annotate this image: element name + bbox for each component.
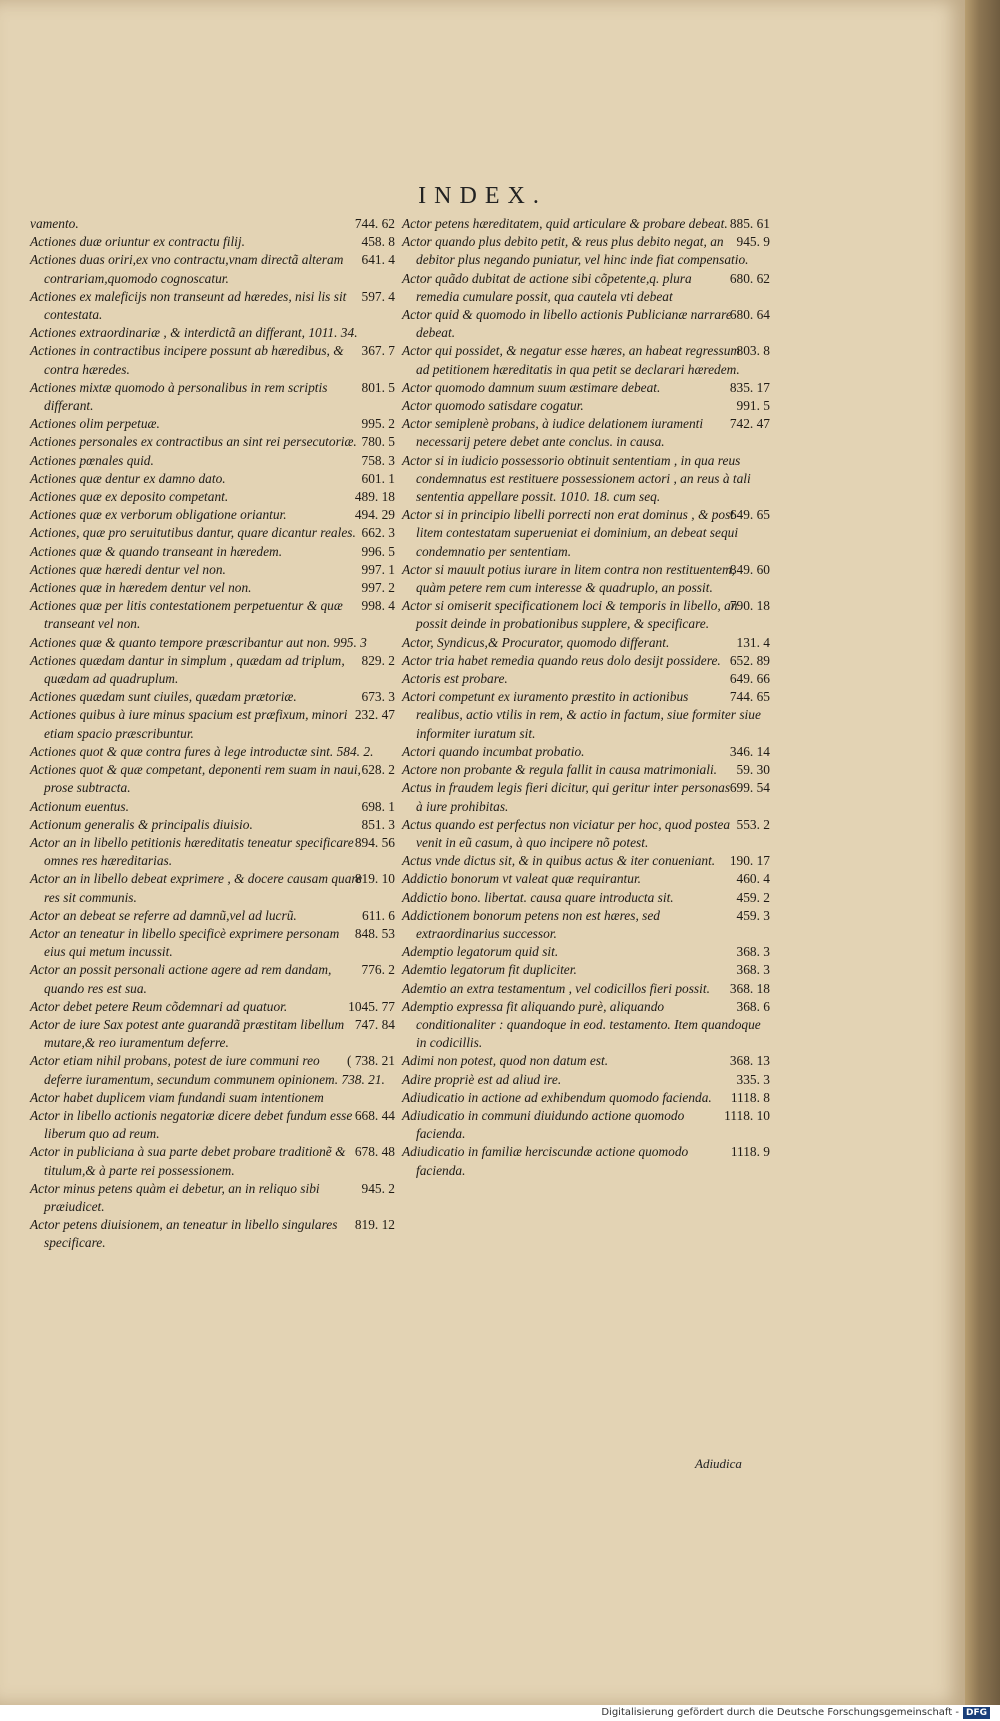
index-entry-page-number: 459. 2 xyxy=(736,889,770,905)
index-entry-page-number: 668. 44 xyxy=(354,1107,395,1123)
index-entry-page-number: 997. 1 xyxy=(361,561,395,577)
index-entry-page-number: 649. 66 xyxy=(729,671,770,687)
index-entry-text: Actor an teneatur in libello specificè exprimere personam eius qui metum incussit. xyxy=(30,925,340,960)
index-entry-page-number: 698. 1 xyxy=(361,798,395,814)
index-entry-text: Actus in fraudem legis fieri dicitur, qui geritur inter personas à iure prohibitas. xyxy=(402,780,731,814)
index-entry-text: Actor quid & quomodo in libello actionis Publicianæ narrare debeat. xyxy=(402,307,732,341)
index-entry xyxy=(402,452,770,507)
index-entry xyxy=(402,1052,770,1070)
index-entry xyxy=(30,597,395,633)
index-entry xyxy=(30,925,395,961)
index-entry xyxy=(30,506,395,524)
index-entry xyxy=(402,998,770,1053)
index-entry xyxy=(30,415,395,433)
index-entry-text: Actor si in principio libelli porrecti non erat dominus , & post litem contestatam superueniat ei dominium, an debeat sequi condemnatio per sententiam. xyxy=(402,507,739,559)
index-entry-page-number: 59. 30 xyxy=(736,762,770,778)
footer-text: Digitalisierung gefördert durch die Deutsche Forschungsgemeinschaft - xyxy=(601,1707,959,1718)
index-entry-page-number: 611. 6 xyxy=(362,907,395,923)
index-entry xyxy=(30,998,395,1016)
index-entry xyxy=(30,233,395,251)
index-entry-page-number: 744. 65 xyxy=(729,689,770,705)
index-entry-text: Actor in libello actionis negatoriæ dicere debet fundum esse liberum quo ad reum. xyxy=(30,1107,353,1142)
index-entry xyxy=(30,579,395,597)
index-entry-text: Actionum generalis & principalis diuisio. xyxy=(30,816,253,832)
index-entry xyxy=(402,634,770,652)
index-entry-text: Actiones quæ in hæredem dentur vel non. xyxy=(30,580,252,596)
index-entry-page-number: 848. 53 xyxy=(354,925,395,941)
index-entry-text: Adiudicatio in communi diuidundo actione quomodo facienda. xyxy=(402,1107,685,1142)
index-entry-text: Addictio bonorum vt valeat quæ requirantur. xyxy=(402,871,642,887)
index-entry xyxy=(402,270,770,306)
index-entry xyxy=(30,743,395,761)
index-entry-page-number: 368. 13 xyxy=(729,1053,770,1069)
index-entry xyxy=(30,452,395,470)
index-entry-text: Actori quando incumbat probatio. xyxy=(402,743,585,759)
index-entry xyxy=(30,470,395,488)
index-entry-text: Ademptio legatorum quid sit. xyxy=(402,944,559,960)
index-entry xyxy=(402,907,770,943)
index-entry-text: vamento. xyxy=(30,216,79,231)
index-entry-text: Actor si in iudicio possessorio obtinuit sententiam , in qua reus condemnatus est restituere possessionem actori , an reus à tali sententia appellare possit. 1010. 18. cum seq. xyxy=(402,452,751,505)
index-entry-page-number: ( 738. 21 xyxy=(347,1053,395,1069)
index-entry-text: Actor de iure Sax potest ante guarandã præstitam libellum mutare,& reo iuramentum deferre. xyxy=(30,1016,345,1051)
index-entry xyxy=(402,761,770,779)
index-entry-text: Actor debet petere Reum cõdemnari ad quatuor. xyxy=(30,998,288,1014)
index-entry-page-number: 678. 48 xyxy=(354,1144,395,1160)
index-entry xyxy=(30,798,395,816)
index-entry-text: Actiones personales ex contractibus an sint rei persecutoriæ. xyxy=(30,434,357,450)
index-entry-text: Actiones pœnales quid. xyxy=(30,452,154,468)
index-entry-page-number: 368. 6 xyxy=(736,998,770,1014)
index-entry xyxy=(30,1180,395,1216)
index-entry-page-number: 776. 2 xyxy=(361,962,395,978)
index-entry xyxy=(402,306,770,342)
index-entry xyxy=(402,1107,770,1143)
index-entry-page-number: 494. 29 xyxy=(354,507,395,523)
index-entry-text: Actor an debeat se referre ad damnũ,vel ad lucrũ. xyxy=(30,907,297,923)
index-entry xyxy=(30,324,395,342)
index-entry-text: Actus quando est perfectus non viciatur per hoc, quod postea venit in eũ casum, à quo incipere nõ potest. xyxy=(402,816,731,850)
index-entry-page-number: 851. 3 xyxy=(361,816,395,832)
index-entry xyxy=(30,1016,395,1052)
index-entry-page-number: 335. 3 xyxy=(736,1071,770,1087)
index-entry-page-number: 835. 17 xyxy=(729,379,770,395)
index-entry-text: Actor an in libello debeat exprimere , & docere causam quare res sit communis. xyxy=(30,871,363,905)
index-entry-page-number: 641. 4 xyxy=(361,252,395,268)
index-entry-text: Actor minus petens quàm ei debetur, an in reliquo sibi præiudicet. xyxy=(30,1180,320,1214)
index-entry-text: Actor habet duplicem viam fundandi suam intentionem xyxy=(30,1089,324,1105)
index-entry xyxy=(402,816,770,852)
index-entry-text: Actor si mauult potius iurare in litem contra non restituentem, quàm petere rem cum interesse & quadruplo, an possit. xyxy=(402,561,736,596)
index-entry-page-number: 232. 47 xyxy=(354,707,395,723)
index-entry-page-number: 346. 14 xyxy=(729,743,770,759)
index-entry-page-number: 699. 54 xyxy=(729,780,770,796)
index-entry-page-number: 747. 84 xyxy=(354,1016,395,1032)
index-entry-text: Actiones quæ ex deposito competant. xyxy=(30,489,229,505)
index-entry xyxy=(402,415,770,451)
index-entry-page-number: 894. 56 xyxy=(354,834,395,850)
index-entry xyxy=(30,342,395,378)
index-entry xyxy=(30,961,395,997)
index-entry-text: Actor tria habet remedia quando reus dolo desijt possidere. xyxy=(402,652,721,668)
index-entry-text: Actiones duæ oriuntur ex contractu filij. xyxy=(30,234,245,250)
index-entry-text: Actiones ex maleficijs non transeunt ad hæredes, nisi lis sit contestata. xyxy=(30,288,347,323)
index-entry-page-number: 628. 2 xyxy=(361,762,395,778)
index-entry-text: Actiones quibus à iure minus spacium est præfixum, minori etiam spacio præscribuntur. xyxy=(30,707,348,741)
index-entry xyxy=(402,943,770,961)
index-entry-text: Adimi non potest, quod non datum est. xyxy=(402,1053,609,1069)
index-column-left xyxy=(30,215,395,1253)
index-entry-page-number: 601. 1 xyxy=(361,470,395,486)
index-entry xyxy=(402,379,770,397)
index-entry xyxy=(30,652,395,688)
index-entry-text: Actore non probante & regula fallit in causa matrimoniali. xyxy=(402,762,718,778)
index-entry-text: Adire propriè est ad aliud ire. xyxy=(402,1071,562,1087)
catchword: Adiudica xyxy=(695,1456,742,1471)
index-entry xyxy=(402,1089,770,1107)
index-entry-text: Adiudicatio in familiæ herciscundæ actione quomodo facienda. xyxy=(402,1144,689,1178)
index-entry-page-number: 652. 89 xyxy=(729,652,770,668)
index-entry-page-number: 758. 3 xyxy=(361,452,395,468)
index-entry-page-number: 368. 18 xyxy=(729,980,770,996)
index-entry-text: Addictio bono. libertat. causa quare introducta sit. xyxy=(402,889,674,905)
index-entry-text: Actus vnde dictus sit, & in quibus actus & iter conueniant. xyxy=(402,853,716,869)
index-entry xyxy=(30,1216,395,1252)
index-entry-text: Ademptio expressa fit aliquando purè, aliquando conditionaliter : quandoque in eod. testamento. Item quandoque in codicillis. xyxy=(402,998,761,1051)
index-entry xyxy=(30,1089,395,1107)
index-entry-page-number: 885. 61 xyxy=(729,216,770,231)
index-entry-text: Actiones in contractibus incipere possunt ab hæredibus, & contra hæredes. xyxy=(30,343,344,377)
index-entry-text: Adiudicatio in actione ad exhibendum quomodo facienda. xyxy=(402,1089,712,1105)
index-entry xyxy=(30,816,395,834)
index-entry-text: Actor si omiserit specificationem loci & temporis in libello, an possit deinde in probationibus supplere, & specificare. xyxy=(402,598,738,632)
index-entry-text: Actor quando plus debito petit, & reus plus debito negat, an debitor plus negando puniatur, vel hinc inde fiat compensatio. xyxy=(402,234,749,268)
index-entry-page-number: 649. 65 xyxy=(729,507,770,523)
index-entry xyxy=(402,506,770,561)
index-entry-page-number: 1045. 77 xyxy=(348,998,395,1014)
index-entry xyxy=(402,889,770,907)
index-entry xyxy=(30,433,395,451)
index-entry-page-number: 662. 3 xyxy=(361,525,395,541)
index-entry-text: Actor, Syndicus,& Procurator, quomodo differant. xyxy=(402,634,670,650)
index-entry xyxy=(402,743,770,761)
index-entry-page-number: 131. 4 xyxy=(736,634,770,650)
index-entry-page-number: 819. 12 xyxy=(354,1217,395,1233)
index-entry xyxy=(30,634,395,652)
index-entry-text: Actor quomodo satisdare cogatur. xyxy=(402,398,584,414)
index-entry-page-number: 368. 3 xyxy=(736,962,770,978)
index-entry-text: Actiones quædam dantur in simplum , quædam ad triplum, quædam ad quadruplum. xyxy=(30,652,345,687)
index-entry-text: Actor petens diuisionem, an teneatur in libello singulares specificare. xyxy=(30,1217,338,1251)
index-entry xyxy=(30,288,395,324)
index-entry xyxy=(30,834,395,870)
index-entry xyxy=(402,670,770,688)
index-entry-text: Actiones olim perpetuæ. xyxy=(30,416,160,432)
index-entry-page-number: 829. 2 xyxy=(361,652,395,668)
index-entry-text: Actor quãdo dubitat de actione sibi cõpetente,q. plura remedia cumulare possit, qua cautela vti debeat xyxy=(402,270,692,304)
index-entry-text: Actiones quæ dentur ex damno dato. xyxy=(30,470,226,486)
index-entry-page-number: 458. 8 xyxy=(361,234,395,250)
index-entry-text: Addictionem bonorum petens non est hæres, sed extraordinarius successor. xyxy=(402,907,660,941)
index-entry-text: Actiones quot & quæ competant, deponenti rem suam in naui, prose subtracta. xyxy=(30,762,361,796)
index-entry-text: Actor quomodo damnum suum æstimare debeat. xyxy=(402,379,661,395)
index-entry xyxy=(30,1143,395,1179)
index-entry-page-number: 744. 62 xyxy=(354,216,395,231)
index-column-right xyxy=(402,215,770,1180)
index-entry-page-number: 597. 4 xyxy=(361,288,395,304)
index-entry xyxy=(402,961,770,979)
index-entry-page-number: 996. 5 xyxy=(361,543,395,559)
index-entry-text: Actiones quæ & quanto tempore præscribantur aut non. 995. 3 xyxy=(30,634,367,650)
index-entry-text: Actor in publiciana à sua parte debet probare traditionẽ & titulum,& à parte rei possessionem. xyxy=(30,1144,346,1178)
index-entry xyxy=(30,215,395,233)
index-entry-page-number: 1118. 10 xyxy=(724,1107,770,1123)
index-entry xyxy=(30,379,395,415)
index-entry xyxy=(402,597,770,633)
index-entry-text: Actor semiplenè probans, à iudice delationem iuramenti necessarij petere debet ante conclus. in causa. xyxy=(402,416,704,450)
index-entry-text: Actiones, quæ pro seruitutibus dantur, quare dicantur reales. xyxy=(30,525,356,541)
index-entry-page-number: 801. 5 xyxy=(361,379,395,395)
page-header: INDEX. xyxy=(418,183,547,209)
index-entry xyxy=(402,688,770,743)
index-entry xyxy=(402,215,770,233)
index-entry-page-number: 190. 17 xyxy=(729,853,770,869)
index-entry-page-number: 1118. 9 xyxy=(730,1144,770,1160)
index-entry xyxy=(30,706,395,742)
index-entry-text: Actor etiam nihil probans, potest de iure communi reo deferre iuramentum, secundum communem opinionem. 738. 21. xyxy=(30,1053,385,1087)
index-entry xyxy=(30,907,395,925)
index-entry xyxy=(30,870,395,906)
index-entry-page-number: 1118. 8 xyxy=(730,1089,770,1105)
index-entry-page-number: 459. 3 xyxy=(736,907,770,923)
index-entry-text: Actor an possit personali actione agere ad rem dandam, quando res est sua. xyxy=(30,962,332,996)
index-entry-page-number: 997. 2 xyxy=(361,580,395,596)
index-entry-text: Actiones quæ per litis contestationem perpetuentur & quæ transeant vel non. xyxy=(30,598,343,632)
index-entry xyxy=(30,761,395,797)
index-entry-page-number: 489. 18 xyxy=(354,489,395,505)
index-entry xyxy=(30,1107,395,1143)
index-entry-text: Actiones quæ hæredi dentur vel non. xyxy=(30,561,226,577)
index-entry xyxy=(402,1143,770,1179)
index-entry-page-number: 780. 5 xyxy=(361,434,395,450)
index-entry-page-number: 680. 62 xyxy=(729,270,770,286)
index-entry-text: Actor qui possidet, & negatur esse hæres, an habeat regressum ad petitionem hæreditatis in qua petit se declarari hæredem. xyxy=(402,343,741,377)
index-entry-page-number: 367. 7 xyxy=(361,343,395,359)
index-entry-text: Actionum euentus. xyxy=(30,798,129,814)
index-entry xyxy=(402,561,770,597)
index-entry-page-number: 819. 10 xyxy=(354,871,395,887)
index-entry xyxy=(402,779,770,815)
page-edge xyxy=(965,0,1000,1705)
index-entry-text: Actori competunt ex iuramento præstito in actionibus realibus, actio vtilis in rem, & actio in factum, siue formiter siue informiter iuratum sit. xyxy=(402,689,761,741)
index-entry-text: Actiones mixtæ quomodo à personalibus in rem scriptis differant. xyxy=(30,379,328,414)
index-entry-text: Actor an in libello petitionis hæreditatis teneatur specificare omnes res hæreditarias. xyxy=(30,834,354,869)
index-entry xyxy=(30,688,395,706)
index-entry xyxy=(402,652,770,670)
index-entry xyxy=(30,543,395,561)
index-entry-page-number: 680. 64 xyxy=(729,307,770,323)
index-entry-page-number: 803. 8 xyxy=(736,343,770,359)
index-entry xyxy=(30,524,395,542)
index-entry xyxy=(30,488,395,506)
index-entry-page-number: 460. 4 xyxy=(736,871,770,887)
index-entry-page-number: 742. 47 xyxy=(729,416,770,432)
index-entry xyxy=(402,397,770,415)
index-entry xyxy=(30,561,395,579)
index-entry xyxy=(402,342,770,378)
index-entry-page-number: 991. 5 xyxy=(736,398,770,414)
index-entry-page-number: 553. 2 xyxy=(736,816,770,832)
index-entry-page-number: 849. 60 xyxy=(729,561,770,577)
index-entry-text: Actor petens hæreditatem, quid articulare & probare debeat. xyxy=(402,216,728,231)
index-entry-text: Actiones extraordinariæ , & interdictã an differant, 1011. 34. xyxy=(30,325,358,341)
index-entry-page-number: 945. 9 xyxy=(736,234,770,250)
index-entry-page-number: 995. 2 xyxy=(361,416,395,432)
index-entry-page-number: 998. 4 xyxy=(361,598,395,614)
index-entry-page-number: 368. 3 xyxy=(736,944,770,960)
index-entry xyxy=(30,1052,395,1088)
dfg-logo: DFG xyxy=(963,1707,990,1719)
index-entry-page-number: 945. 2 xyxy=(361,1180,395,1196)
index-entry xyxy=(402,1071,770,1089)
index-entry-text: Actoris est probare. xyxy=(402,671,508,687)
index-entry xyxy=(402,233,770,269)
index-entry-text: Ademtio an extra testamentum , vel codicillos fieri possit. xyxy=(402,980,710,996)
index-entry-text: Actiones quæ & quando transeant in hæredem. xyxy=(30,543,283,559)
index-entry-text: Actiones quædam sunt ciuiles, quædam prætoriæ. xyxy=(30,689,297,705)
index-entry-text: Actiones quæ ex verborum obligatione oriantur. xyxy=(30,507,287,523)
index-entry-text: Actiones quot & quæ contra fures à lege introductæ sint. 584. 2. xyxy=(30,743,374,759)
index-entry xyxy=(402,980,770,998)
index-entry xyxy=(402,852,770,870)
index-entry xyxy=(30,251,395,287)
index-entry-page-number: 673. 3 xyxy=(361,689,395,705)
index-entry-text: Ademtio legatorum fit dupliciter. xyxy=(402,962,577,978)
index-entry-text: Actiones duas oriri,ex vno contractu,vnam directã alteram contrariam,quomodo cognoscatur. xyxy=(30,252,344,286)
footer-credit xyxy=(0,1705,1000,1721)
index-entry-page-number: 790. 18 xyxy=(729,598,770,614)
index-entry xyxy=(402,870,770,888)
